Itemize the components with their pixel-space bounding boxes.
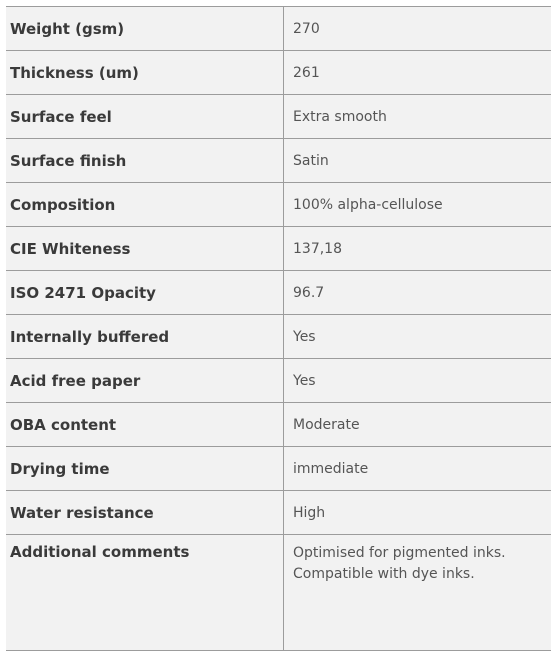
spec-label: Additional comments — [6, 535, 284, 651]
table-row — [6, 491, 551, 535]
spec-value: 137,18 — [293, 240, 342, 257]
spec-label: Acid free paper — [6, 359, 284, 403]
table-row — [6, 7, 551, 51]
specs-container — [6, 6, 551, 651]
spec-value: Yes — [293, 372, 316, 389]
spec-label: Internally buffered — [6, 315, 284, 359]
spec-value: immediate — [293, 460, 369, 477]
spec-label: Drying time — [6, 447, 284, 491]
specs-table — [6, 6, 551, 651]
spec-label: CIE Whiteness — [6, 227, 284, 271]
spec-label: Composition — [6, 183, 284, 227]
spec-label: Weight (gsm) — [6, 7, 284, 51]
comment-line: Compatible with dye inks. — [293, 566, 475, 582]
spec-value: High — [293, 504, 326, 521]
table-row — [6, 183, 551, 227]
spec-value: 96.7 — [293, 284, 325, 301]
table-row — [6, 227, 551, 271]
table-row — [6, 447, 551, 491]
spec-value: Moderate — [293, 416, 360, 433]
spec-label: Surface finish — [6, 139, 284, 183]
comment-line: Optimised for pigmented inks. — [293, 545, 506, 561]
spec-value: 270 — [293, 20, 320, 37]
table-row — [6, 95, 551, 139]
spec-label: ISO 2471 Opacity — [6, 271, 284, 315]
spec-value: 261 — [293, 64, 320, 81]
table-row — [6, 535, 551, 651]
table-row — [6, 51, 551, 95]
table-row — [6, 139, 551, 183]
spec-label: OBA content — [6, 403, 284, 447]
table-row — [6, 359, 551, 403]
table-row — [6, 315, 551, 359]
spec-value — [284, 535, 552, 651]
spec-value: Satin — [293, 152, 329, 169]
spec-value: 100% alpha-cellulose — [293, 196, 443, 213]
spec-label: Surface feel — [6, 95, 284, 139]
spec-label: Thickness (um) — [6, 51, 284, 95]
spec-value: Yes — [293, 328, 316, 345]
table-row — [6, 403, 551, 447]
spec-value: Extra smooth — [293, 108, 387, 125]
spec-label: Water resistance — [6, 491, 284, 535]
table-row — [6, 271, 551, 315]
